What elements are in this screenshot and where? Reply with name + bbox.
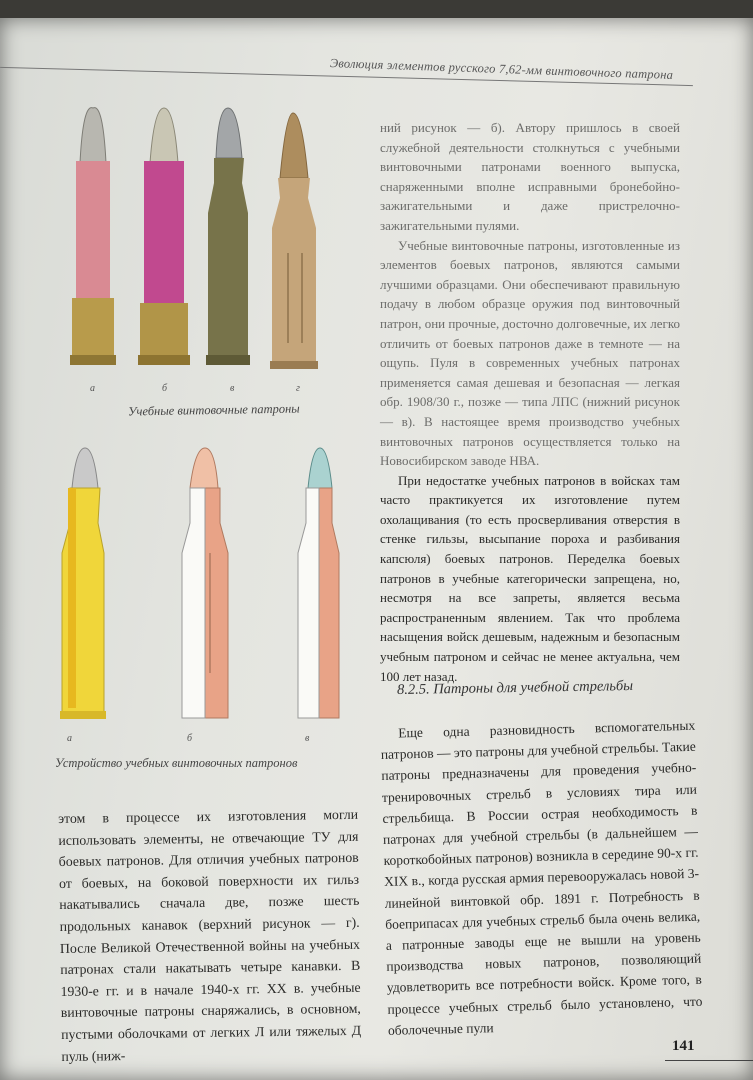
figure1-caption: Учебные винтовочные патроны	[127, 401, 300, 419]
diagram-c	[298, 448, 339, 718]
fig1-letter-d: г	[296, 383, 300, 394]
cartridge-d	[270, 113, 318, 369]
paragraph: При недостатке учебных патронов в войсках там часто практикуется их изготовление путем охолащивания (то есть просверливания отверстия в стенке гильзы, высыпание пороха и разбивания капсюля) боевых патронов. Переделка боевых патронов в учебные категорически запрещена, но, несмотря на все запреты, является весьма распространенным явлением. Так что проблема насыщения войск дешевым, надежным и безопасным учебным патроном и сейчас не менее актуальна, чем 100 лет назад.	[380, 472, 680, 684]
page-number-rule	[665, 1060, 753, 1061]
fig2-letter-a: а	[67, 733, 72, 744]
paragraph: Еще одна разновидность вспомогательных патронов — это патроны для учебной стрельбы. Такие патроны предназначены для проведения учебно-тренировочных стрельб в условиях тира или стрельбища. В России острая необходимость в патронах для учебной стрельбы (в дальнейшем — короткобойных патронов) возникла в середине 90-х гг. XIX в., когда русская армия перевооружалась новой 3-линейной винтовкой обр. 1891 г. Потребность в боеприпасах для учебных стрельб была очень велика, а патронные заводы еще не вышли на уровень производства новых патронов, позволяющий удовлетворить все потребности войск. Кроме того, в процессе учебных стрельб было установлено, что оболочечные пули	[380, 717, 703, 1038]
diagram-a	[60, 448, 106, 719]
paragraph: ний рисунок — б). Автору пришлось в своей служебной деятельности столкнуться с учебными винтовочными патронами военного выпуска, снаряженными вполне исправными бронебойно-зажигательными и даже пристрелочно-зажигательными пулями.	[380, 120, 680, 233]
cartridge-c	[206, 108, 250, 365]
right-column	[380, 118, 680, 686]
fig1-letter-c: в	[230, 383, 235, 394]
cartridges-diagram	[40, 443, 340, 733]
left-column	[58, 804, 362, 1067]
diagram-b	[182, 448, 228, 718]
paragraph: Учебные винтовочные патроны, изготовленные из элементов боевых патронов, являются самыми лучшими образцами. Они обеспечивают правильную подачу в любом образце оружия под винтовочный патрон, они прочные, досточно долговечные, их легко отличить от боевых патронов даже в темноте — на ощупь. Пуля в современных учебных патронах применяется самая дешевая и безопасная — легкая обр. 1908/30 г., позже — типа ЛПС (нижний рисунок — в). В настоящее время производство учебных винтовочных патронов осуществляется только на Новосибирском заводе НВА.	[380, 237, 680, 469]
fig1-letter-b: б	[162, 383, 168, 394]
cartridges-photo	[58, 103, 338, 388]
page-number: 141	[672, 1038, 695, 1054]
fig1-letter-a: а	[90, 383, 95, 394]
section-heading: 8.2.5. Патроны для учебной стрельбы	[396, 677, 634, 699]
fig2-letter-b: б	[187, 733, 193, 744]
paragraph: этом в процессе их изготовления могли использовать элементы, не отвечающие ТУ для боевых патронов. Для отличия учебных патронов от боевых, на боковой поверхности их гильз накатывались сначала две, позже шесть продольных канавок (верхний рисунок — г). После Великой Отечественной войны на учебных патронах стали накатывать четыре канавки. В 1930-е гг. и в начале 1940-х гг. XX в. учебные винтовочные патроны снаряжались, в основном, пустыми оболочками от легких Л или тяжелых Д пуль (ниж-	[58, 806, 362, 1064]
cartridge-a	[70, 108, 116, 365]
figure2-caption: Устройство учебных винтовочных патронов	[55, 756, 298, 770]
fig2-letter-c: в	[305, 733, 310, 744]
right-column-lower	[380, 715, 703, 1041]
running-header: Эволюция элементов русского 7,62-мм винтовочного патрона	[329, 56, 674, 82]
book-page	[0, 18, 753, 1080]
cartridge-b	[138, 108, 190, 365]
